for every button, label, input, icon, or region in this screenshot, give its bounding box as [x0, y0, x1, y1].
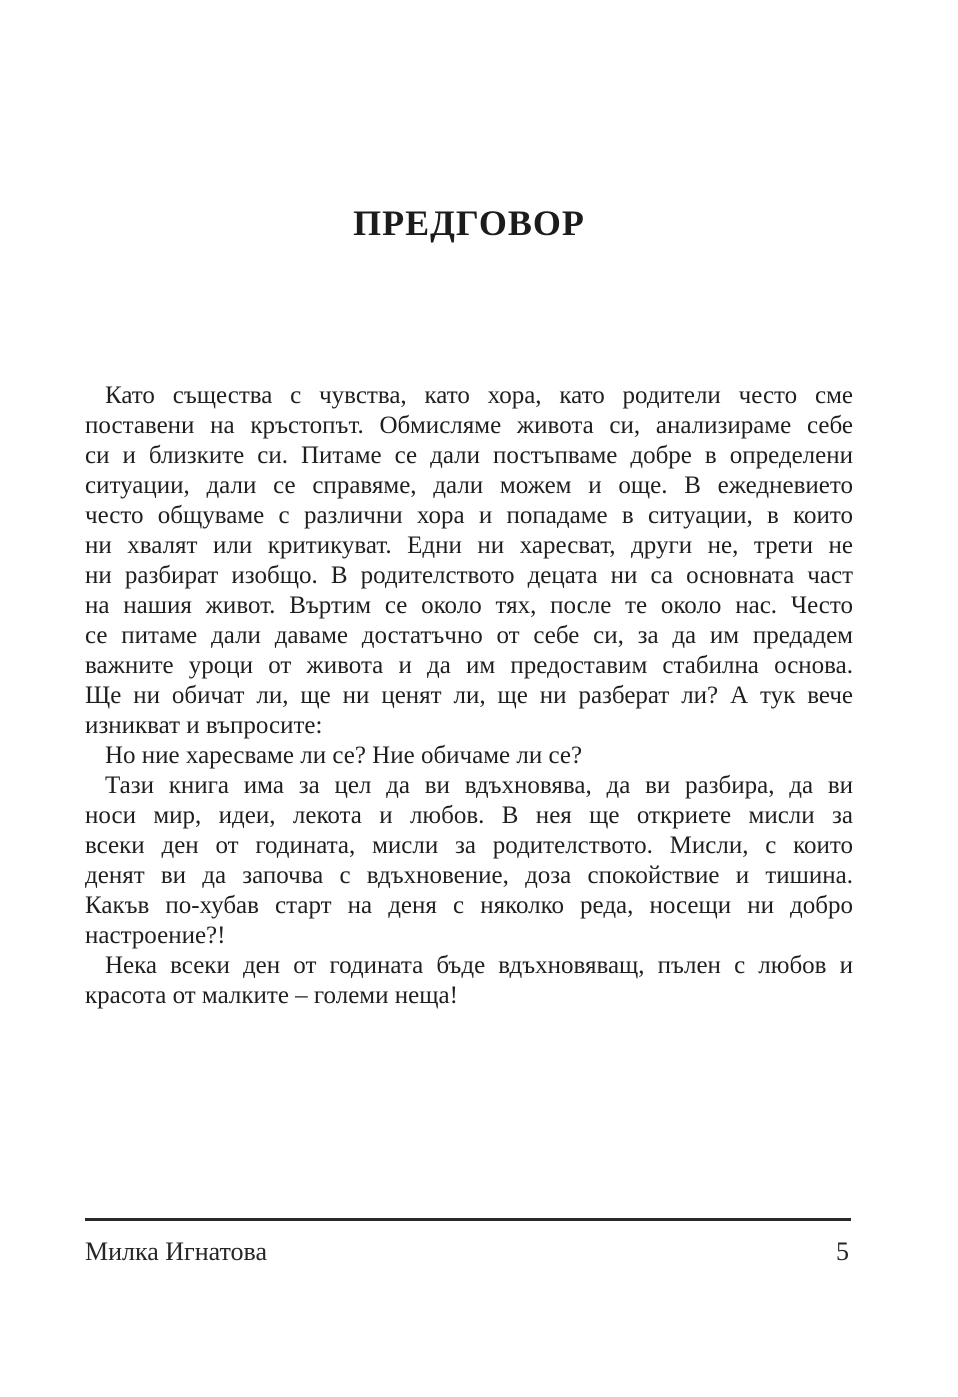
- text-line: Ще ни обичат ли, ще ни ценят ли, ще ни разберат ли? А тук вече: [85, 682, 853, 709]
- text-line: изникват и въпросите:: [85, 712, 323, 739]
- paragraph: [85, 741, 853, 771]
- footer-page-number: 5: [836, 1237, 849, 1266]
- text-line: Какъв по-хубав старт на деня с няколко реда, носещи ни добро: [85, 892, 853, 919]
- text-line: Като същества с чувства, като хора, като родители често сме: [105, 382, 853, 409]
- body-text: [85, 381, 853, 1011]
- page-footer: [85, 1236, 851, 1268]
- text-line: Тази книга има за цел да ви вдъхновява, да ви разбира, да ви: [105, 772, 853, 799]
- text-line: носи мир, идеи, лекота и любов. В нея ще откриете мисли за: [85, 802, 853, 829]
- text-line: красота от малките – големи неща!: [85, 982, 458, 1009]
- paragraph: [85, 951, 853, 1011]
- text-line: поставени на кръстопът. Обмисляме живота си, анализираме себе: [85, 412, 853, 439]
- text-line: на нашия живот. Въртим се около тях, после те около нас. Често: [85, 592, 853, 619]
- text-line: си и близките си. Питаме се дали постъпваме добре в определени: [85, 442, 853, 469]
- text-line: Нека всеки ден от годината бъде вдъхновяващ, пълен с любов и: [105, 952, 853, 979]
- text-line: Но ние харесваме ли се? Ние обичаме ли се?: [105, 742, 583, 769]
- chapter-title: ПРЕДГОВОР: [353, 203, 585, 243]
- text-line: денят ви да започва с вдъхновение, доза спокойствие и тишина.: [85, 862, 853, 889]
- footer-divider: [85, 1218, 851, 1221]
- text-line: ни хвалят или критикуват. Едни ни харесват, други не, трети не: [85, 532, 853, 559]
- text-line: често общуваме с различни хора и попадаме в ситуации, в които: [85, 502, 853, 529]
- text-line: ситуации, дали се справяме, дали можем и още. В ежедневието: [85, 472, 853, 499]
- footer-author: Милка Игнатова: [85, 1237, 267, 1266]
- text-line: се питаме дали даваме достатъчно от себе си, за да им предадем: [85, 622, 853, 649]
- text-line: ни разбират изобщо. В родителството децата ни са основната част: [85, 562, 853, 589]
- text-line: всеки ден от годината, мисли за родителството. Мисли, с които: [85, 832, 853, 859]
- paragraph: [85, 381, 853, 741]
- text-line: настроение?!: [85, 922, 226, 949]
- text-line: важните уроци от живота и да им предоставим стабилна основа.: [85, 652, 853, 679]
- paragraph: [85, 771, 853, 951]
